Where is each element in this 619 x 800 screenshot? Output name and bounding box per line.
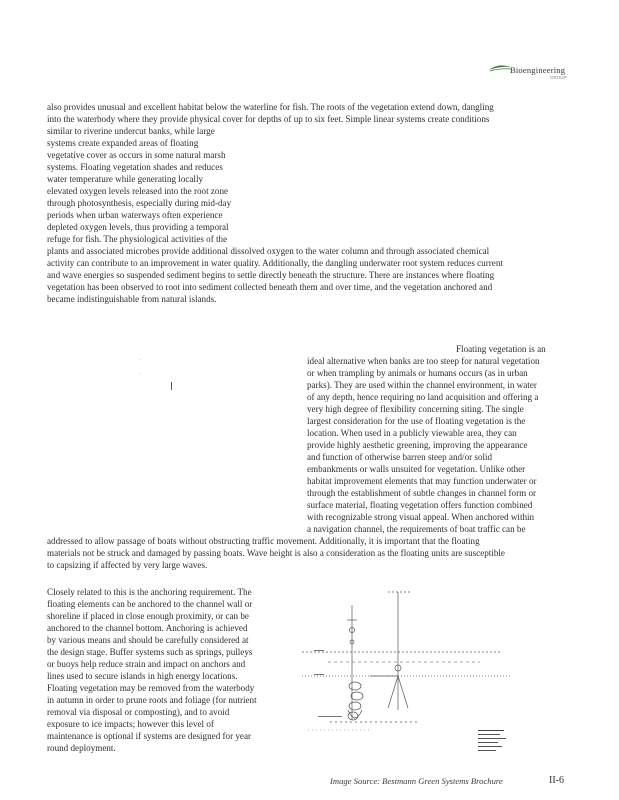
paragraph-line: became indistinguishable from natural islands.: [47, 294, 217, 304]
paragraph-line: or buoys help reduce strain and impact on anchors and: [47, 659, 246, 669]
paragraph-line: and wave energies so suspended sediment begins to settle directly beneath the structure. There are instances where floating: [47, 270, 495, 280]
image-remnant-line: [171, 382, 172, 390]
paragraph-line: embankments or walls unsuited for vegetation. Unlike other: [307, 464, 526, 474]
paragraph-line: the design stage. Buffer systems such as springs, pulleys: [47, 647, 253, 657]
paragraph-line: location. When used in a publicly viewable area, they can: [307, 428, 517, 438]
paragraph-line: maintenance is optional if systems are designed for year: [47, 731, 252, 741]
logo-text: Bioengineering: [510, 65, 566, 75]
paragraph-line: through the establishment of subtle changes in channel form or: [307, 488, 537, 498]
paragraph-line: and function of otherwise barren steep and/or solid: [307, 452, 493, 462]
paragraph-line: surface material, floating vegetation offers function combined: [307, 500, 533, 510]
paragraph-line: Closely related to this is the anchoring requirement. The: [47, 587, 252, 597]
page-number: II-6: [549, 775, 564, 786]
figure-caption: Image Source: Bestmann Green Systems Brochure: [330, 776, 503, 786]
paragraph-line: to capsizing if affected by very large waves.: [47, 560, 208, 570]
paragraph-line: with recognizable strong visual appeal. When anchored within: [307, 512, 535, 522]
paragraph-line: systems. Floating vegetation shades and reduces: [47, 162, 223, 172]
paragraph-line: of any depth, hence requiring no land acquisition and offering a: [307, 392, 539, 402]
paragraph-line: materials not be struck and damaged by passing boats. Wave height is also a consideration as the floating units are susceptible: [47, 548, 505, 558]
paragraph-line: by various means and should be carefully considered at: [47, 635, 249, 645]
paragraph-line: or when trampling by animals or humans occurs (as in urban: [307, 368, 528, 378]
paragraph-line: vegetation has been observed to root into sediment collected beneath them and over time, and the vegetation anchored and: [47, 282, 493, 292]
anchoring-diagram: [300, 580, 522, 770]
paragraph-line: parks). They are used within the channel environment, in water: [307, 380, 537, 390]
paragraph-line: ideal alternative when banks are too steep for natural vegetation: [307, 356, 540, 366]
paragraph-line: similar to riverine undercut banks, while large: [47, 126, 215, 136]
paragraph-line: anchored to the channel bottom. Anchoring is achieved: [47, 623, 248, 633]
leaf-swoosh-icon: [488, 62, 512, 74]
paragraph-line: Floating vegetation may be removed from the waterbody: [47, 683, 255, 693]
paragraph-line: elevated oxygen levels released into the root zone: [47, 186, 229, 196]
paragraph-line: through photosynthesis, especially during mid-day: [47, 198, 232, 208]
paragraph-line: habitat improvement elements that may function underwater or: [307, 476, 537, 486]
paragraph-line: addressed to allow passage of boats without obstructing traffic movement. Additionally, it is important that the floating: [47, 536, 480, 546]
logo-subtext: GROUP: [550, 75, 567, 80]
paragraph-line: floating elements can be anchored to the channel wall or: [47, 599, 253, 609]
paragraph-line: largest consideration for the use of floating vegetation is the: [307, 416, 526, 426]
paragraph-line: into the waterbody where they provide physical cover for depths of up to six feet. Simple linear systems create conditions: [47, 114, 490, 124]
paragraph-line: vegetative cover as occurs in some natural marsh: [47, 150, 226, 160]
image-remnant-mark: ·: [139, 371, 141, 377]
paragraph-line: activity can contribute to an improvement in water quality. Additionally, the dangling underwater root system reduces current: [47, 258, 503, 268]
paragraph-line: lines used to secure islands in high energy locations.: [47, 671, 238, 681]
paragraph-line: periods when urban waterways often experience: [47, 210, 223, 220]
paragraph-line: provide highly aesthetic greening, improving the appearance: [307, 440, 528, 450]
paragraph-line: Floating vegetation is an: [456, 344, 546, 354]
paragraph-line: in autumn in order to prune roots and foliage (for nutrient: [47, 695, 257, 705]
paragraph-line: also provides unusual and excellent habitat below the waterline for fish. The roots of the vegetation extend down, dangling: [47, 102, 494, 112]
paragraph-line: plants and associated microbes provide additional dissolved oxygen to the water column and through associated chemical: [47, 246, 490, 256]
image-remnant-mark: ·: [139, 357, 141, 363]
paragraph-line: exposure to ice impacts; however this level of: [47, 719, 214, 729]
paragraph-line: refuge for fish. The physiological activities of the: [47, 234, 228, 244]
bioengineering-logo: [488, 62, 584, 82]
paragraph-line: a navigation channel, the requirements of boat traffic can be: [307, 524, 526, 534]
paragraph-line: water temperature while generating locally: [47, 174, 204, 184]
paragraph-line: shoreline if placed in close enough proximity, or can be: [47, 611, 249, 621]
paragraph-line: round deployment.: [47, 743, 116, 753]
paragraph-line: very high degree of flexibility concerning siting. The single: [307, 404, 524, 414]
paragraph-line: systems create expanded areas of floating: [47, 138, 199, 148]
paragraph-line: depleted oxygen levels, thus providing a temporal: [47, 222, 229, 232]
paragraph-line: removal via disposal or composting), and to avoid: [47, 707, 230, 717]
